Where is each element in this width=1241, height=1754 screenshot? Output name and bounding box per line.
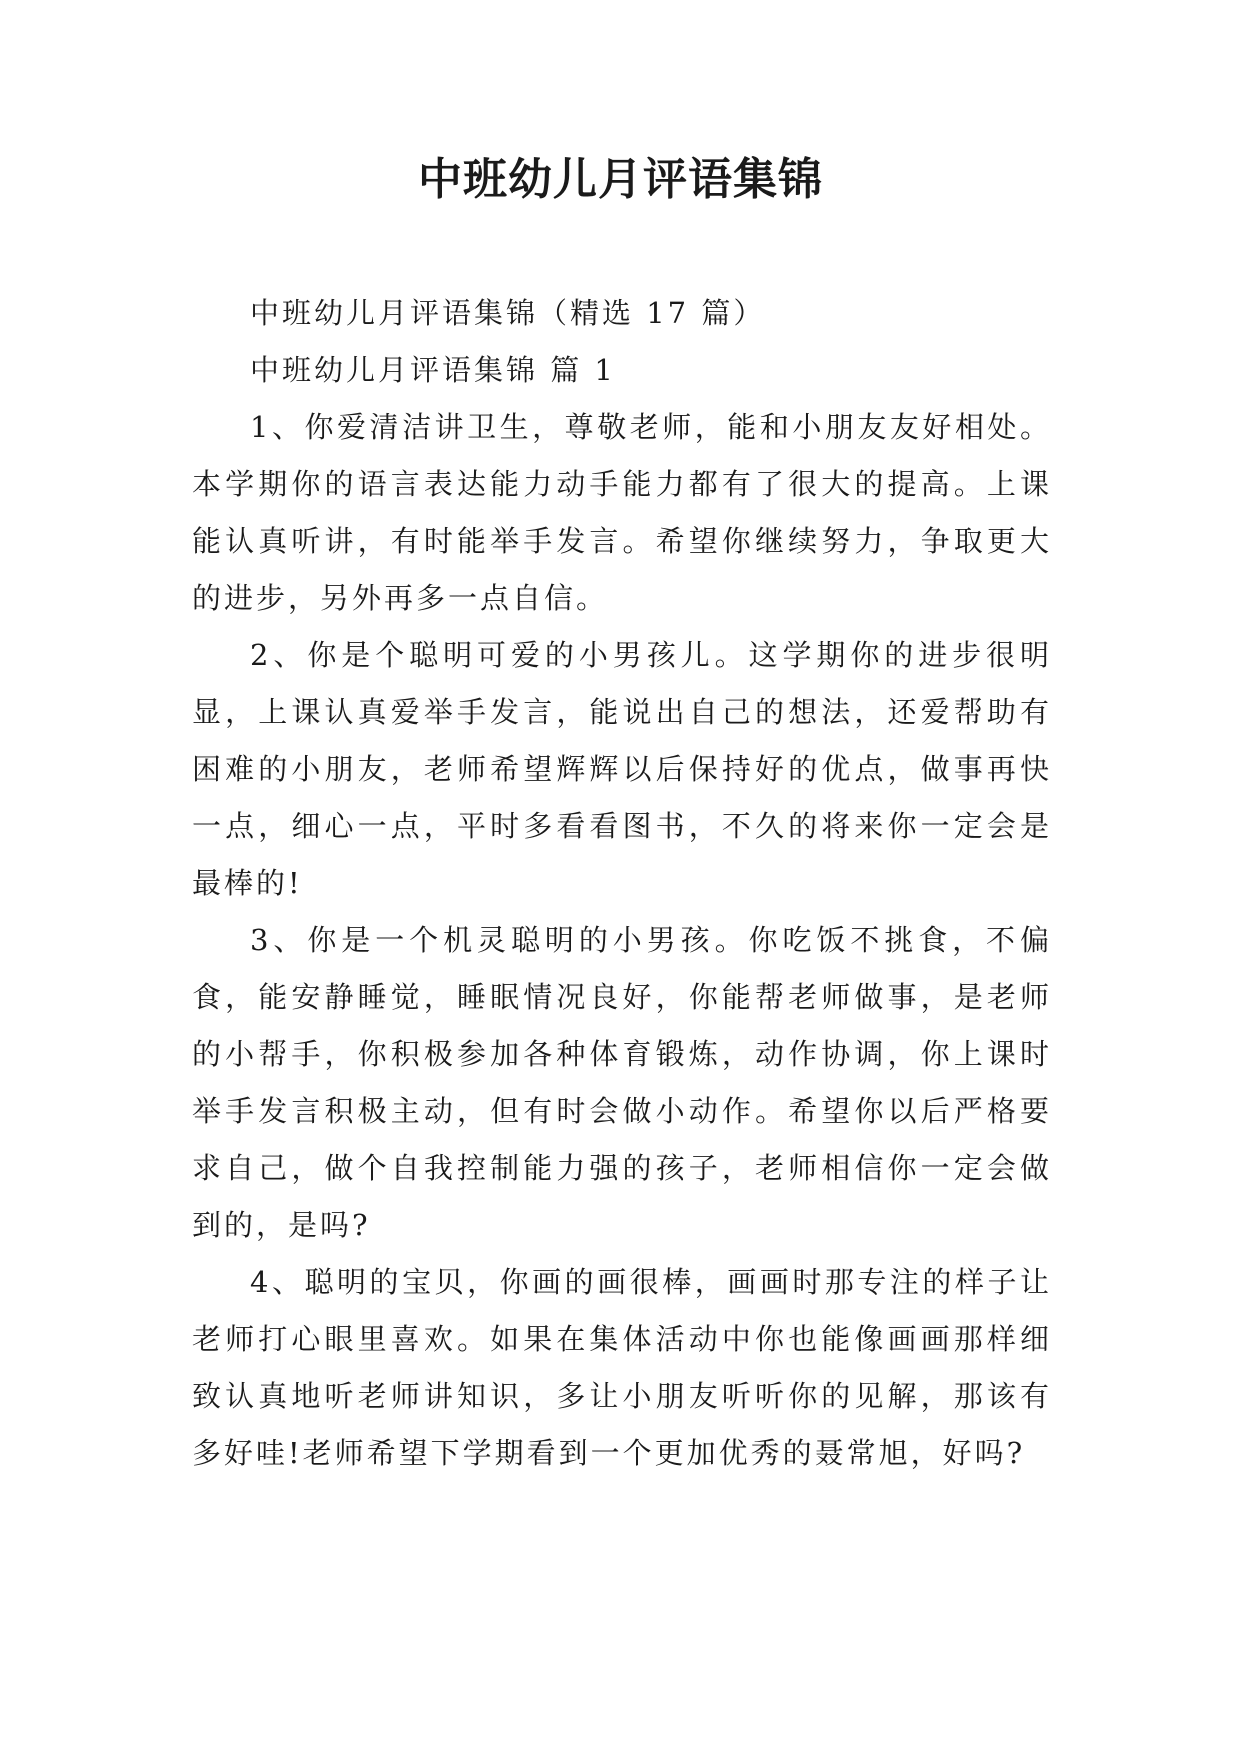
comment-paragraph-2: 2、你是个聪明可爱的小男孩儿。这学期你的进步很明显，上课认真爱举手发言，能说出自己的想法，还爱帮助有困难的小朋友，老师希望辉辉以后保持好的优点，做事再快一点，细心一点，平时多看看图书，不久的将来你一定会是最棒的!: [192, 638, 1052, 900]
comment-paragraph-3: 3、你是一个机灵聪明的小男孩。你吃饭不挑食，不偏食，能安静睡觉，睡眠情况良好，你能帮老师做事，是老师的小帮手，你积极参加各种体育锻炼，动作协调，你上课时举手发言积极主动，但有时会做小动作。希望你以后严格要求自己，做个自我控制能力强的孩子，老师相信你一定会做到的，是吗?: [192, 923, 1052, 1242]
document-subtitle: 中班幼儿月评语集锦（精选 17 篇）: [250, 296, 766, 330]
document-title: 中班幼儿月评语集锦: [418, 154, 823, 205]
comment-paragraph-4: 4、聪明的宝贝，你画的画很棒，画画时那专注的样子让老师打心眼里喜欢。如果在集体活动中你也能像画画那样细致认真地听老师讲知识，多让小朋友听听你的见解，那该有多好哇!老师希望下学期看到一个更加优秀的聂常旭，好吗?: [192, 1265, 1052, 1470]
document-body: [192, 285, 1052, 1482]
comment-paragraph-1: 1、你爱清洁讲卫生，尊敬老师，能和小朋友友好相处。本学期你的语言表达能力动手能力都有了很大的提高。上课能认真听讲，有时能举手发言。希望你继续努力，争取更大的进步，另外再多一点自信。: [192, 410, 1052, 615]
section-heading: 中班幼儿月评语集锦 篇 1: [250, 353, 616, 387]
